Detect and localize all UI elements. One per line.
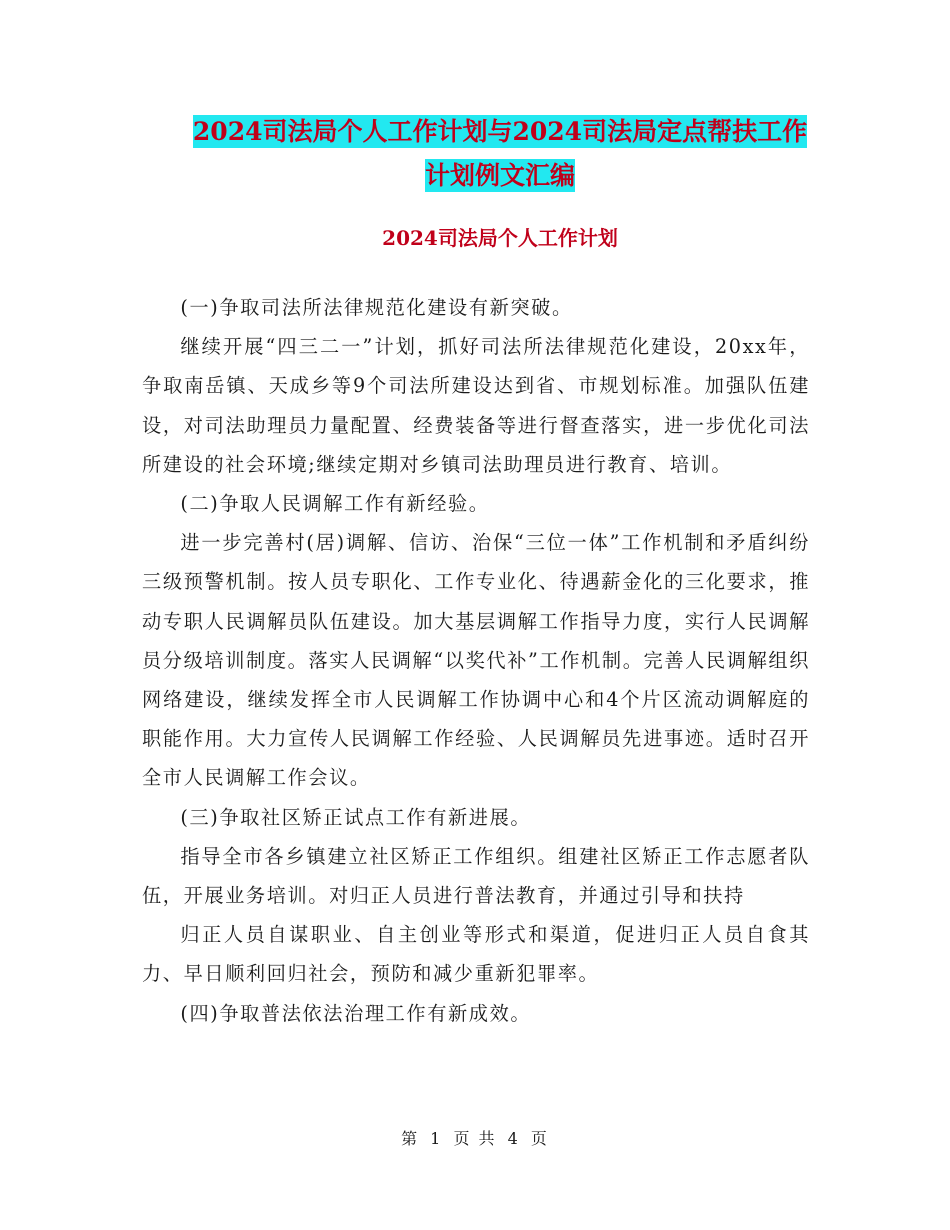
paragraph-heading-2: (二)争取人民调解工作有新经验。: [180, 492, 490, 516]
document-body: [142, 288, 810, 1033]
document-title-line-1-text: 2024司法局个人工作计划与2024司法局定点帮扶工作: [192, 117, 808, 146]
document-title-line-2: [140, 154, 860, 198]
paragraph-heading-3: (三)争取社区矫正试点工作有新进展。: [180, 805, 532, 829]
footer-suffix: 页: [530, 1129, 549, 1148]
footer-total-pages: 4: [507, 1129, 520, 1148]
section-title: 2024司法局个人工作计划: [382, 226, 618, 250]
footer-prefix: 第: [401, 1129, 420, 1148]
paragraph: 归正人员自谋职业、自主创业等形式和渠道，促进归正人员自食其力、早日顺利回归社会，预防和减少重新犯罪率。: [142, 923, 810, 986]
page-footer: [0, 1126, 950, 1149]
paragraph: 进一步完善村(居)调解、信访、治保“三位一体”工作机制和矛盾纠纷三级预警机制。按人员专职化、工作专业化、待遇薪金化的三化要求，推动专职人民调解员队伍建设。加大基层调解工作指导力度，实行人民调解员分级培训制度。落实人民调解“以奖代补”工作机制。完善人民调解组织网络建设，继续发挥全市人民调解工作协调中心和4个片区流动调解庭的职能作用。大力宣传人民调解工作经验、人民调解员先进事迹。适时召开全市人民调解工作会议。: [142, 531, 810, 790]
document-title-line-1: [140, 110, 860, 154]
paragraph: 继续开展“四三二一”计划，抓好司法所法律规范化建设，20xx年，争取南岳镇、天成乡等9个司法所建设达到省、市规划标准。加强队伍建设，对司法助理员力量配置、经费装备等进行督查落实，进一步优化司法所建设的社会环境;继续定期对乡镇司法助理员进行教育、培训。: [142, 335, 810, 476]
paragraph-heading-1: (一)争取司法所法律规范化建设有新突破。: [180, 296, 573, 319]
footer-current-page: 1: [430, 1129, 443, 1148]
document-title-line-2-text: 计划例文汇编: [424, 161, 575, 190]
footer-middle: 页 共: [453, 1129, 497, 1148]
paragraph-heading-4: (四)争取普法依法治理工作有新成效。: [180, 1001, 532, 1025]
paragraph: 指导全市各乡镇建立社区矫正工作组织。组建社区矫正工作志愿者队伍，开展业务培训。对归正人员进行普法教育，并通过引导和扶持: [142, 844, 810, 908]
